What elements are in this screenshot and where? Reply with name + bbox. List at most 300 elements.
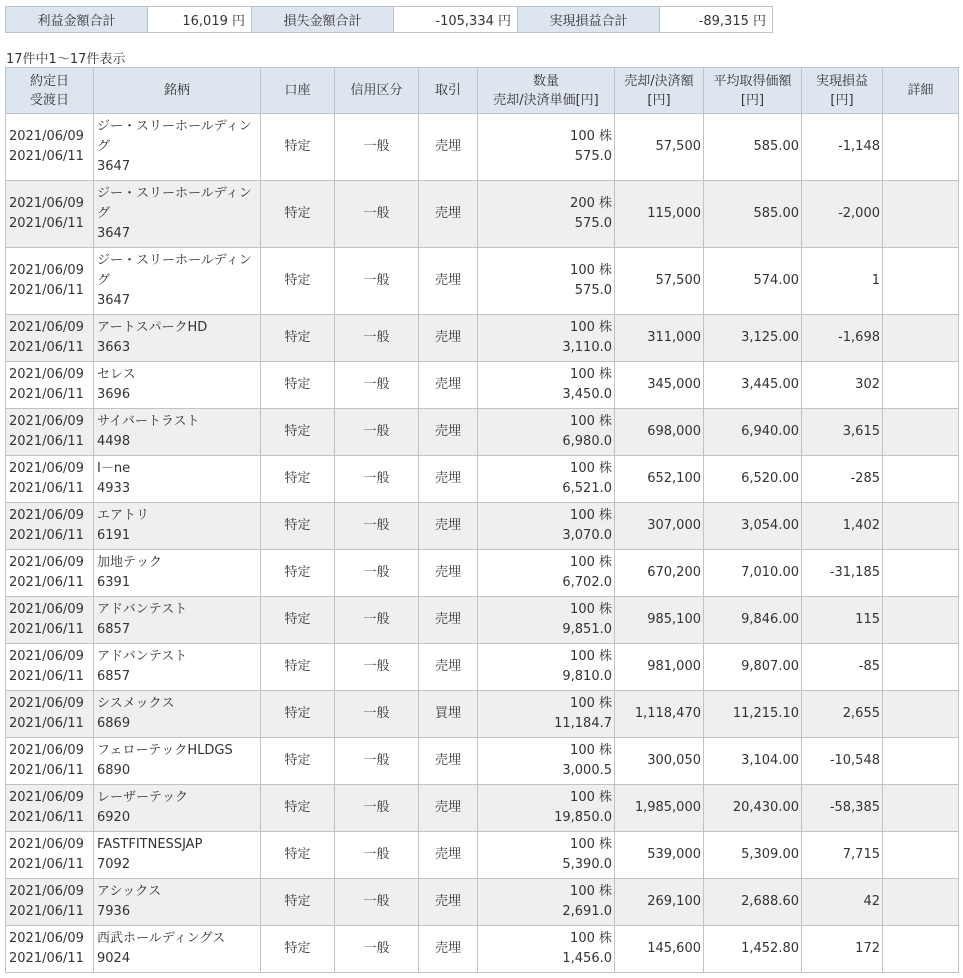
realized-total-label: 実現損益合計 [518,7,660,33]
trade-date: 2021/06/09 [9,743,84,758]
table-row [6,181,959,248]
account-cell: 特定 [261,691,335,738]
settle-date: 2021/06/11 [9,622,84,637]
table-row [6,362,959,409]
stock-name: セレス [97,367,136,382]
account-cell: 特定 [261,362,335,409]
quantity: 100 株 [570,263,612,278]
quantity: 100 株 [570,461,612,476]
trade-type-cell: 売埋 [419,785,478,832]
table-row [6,785,959,832]
trade-type-cell: 売埋 [419,248,478,315]
quantity-cell [478,362,615,409]
stock-code: 7092 [97,857,131,872]
table-row [6,691,959,738]
detail-cell [883,691,959,738]
quantity-cell [478,181,615,248]
unit-price: 11,184.7 [554,716,612,731]
stock-cell [94,181,261,248]
realized-pnl-cell: 7,715 [802,832,883,879]
credit-type-cell: 一般 [335,926,419,973]
trade-date: 2021/06/09 [9,790,84,805]
header-amount [615,68,704,114]
amount-cell: 1,118,470 [615,691,704,738]
trade-type-cell: 売埋 [419,315,478,362]
account-cell: 特定 [261,114,335,181]
profit-total-value: 16,019 円 [148,7,252,33]
detail-cell [883,832,959,879]
detail-cell [883,597,959,644]
credit-type-cell: 一般 [335,114,419,181]
loss-total-label: 損失金額合計 [252,7,394,33]
detail-cell [883,315,959,362]
date-cell [6,832,94,879]
stock-name: I－ne [97,461,131,476]
settle-date: 2021/06/11 [9,716,84,731]
credit-type-cell: 一般 [335,550,419,597]
stock-cell [94,315,261,362]
trade-date: 2021/06/09 [9,602,84,617]
stock-code: 4933 [97,481,131,496]
date-cell [6,597,94,644]
credit-type-cell: 一般 [335,785,419,832]
realized-pnl-cell: 115 [802,597,883,644]
amount-cell: 57,500 [615,248,704,315]
settle-date: 2021/06/11 [9,216,84,231]
settle-date: 2021/06/11 [9,283,84,298]
amount-cell: 1,985,000 [615,785,704,832]
trade-type-cell: 売埋 [419,503,478,550]
date-cell [6,248,94,315]
stock-cell [94,114,261,181]
settle-date: 2021/06/11 [9,340,84,355]
header-average-cost-unit: [円] [740,92,765,108]
header-trade-date-label: 約定日 [29,73,69,89]
quantity-cell [478,114,615,181]
detail-cell [883,409,959,456]
stock-code: 3647 [97,159,131,174]
unit-price: 6,521.0 [562,481,612,496]
trade-history-table [5,67,959,973]
detail-cell [883,738,959,785]
stock-cell [94,362,261,409]
credit-type-cell: 一般 [335,691,419,738]
header-detail: 詳細 [883,68,959,114]
quantity: 100 株 [570,320,612,335]
amount-cell: 652,100 [615,456,704,503]
stock-cell [94,879,261,926]
account-cell: 特定 [261,409,335,456]
table-header-row [6,68,959,114]
stock-name: レーザーテック [97,790,189,805]
trade-type-cell: 買埋 [419,691,478,738]
credit-type-cell: 一般 [335,409,419,456]
date-cell [6,879,94,926]
credit-type-cell: 一般 [335,738,419,785]
header-stock: 銘柄 [94,68,261,114]
header-credit-type: 信用区分 [335,68,419,114]
realized-pnl-cell: -31,185 [802,550,883,597]
average-cost-cell: 574.00 [704,248,802,315]
average-cost-cell: 7,010.00 [704,550,802,597]
header-amount-unit: [円] [647,92,671,108]
trade-type-cell: 売埋 [419,362,478,409]
table-row [6,926,959,973]
unit-price: 2,691.0 [562,904,612,919]
average-cost-cell: 9,807.00 [704,644,802,691]
detail-cell [883,114,959,181]
table-row [6,879,959,926]
trade-type-cell: 売埋 [419,456,478,503]
quantity-cell [478,785,615,832]
trade-type-cell: 売埋 [419,181,478,248]
quantity: 100 株 [570,129,612,144]
date-cell [6,785,94,832]
settle-date: 2021/06/11 [9,904,84,919]
account-cell: 特定 [261,785,335,832]
credit-type-cell: 一般 [335,644,419,691]
trade-date: 2021/06/09 [9,696,84,711]
credit-type-cell: 一般 [335,456,419,503]
stock-cell [94,409,261,456]
credit-type-cell: 一般 [335,315,419,362]
detail-cell [883,926,959,973]
quantity-cell [478,691,615,738]
date-cell [6,181,94,248]
table-row [6,315,959,362]
table-row [6,550,959,597]
realized-pnl-cell: -2,000 [802,181,883,248]
unit-price: 1,456.0 [562,951,612,966]
amount-cell: 269,100 [615,879,704,926]
credit-type-cell: 一般 [335,832,419,879]
header-account: 口座 [261,68,335,114]
stock-cell [94,785,261,832]
date-cell [6,409,94,456]
stock-name: 西武ホールディングス [97,931,226,946]
profit-total-label: 利益金額合計 [6,7,148,33]
trade-date: 2021/06/09 [9,555,84,570]
stock-code: 6920 [97,810,131,825]
detail-cell [883,644,959,691]
quantity: 100 株 [570,508,612,523]
date-cell [6,644,94,691]
quantity-cell [478,248,615,315]
realized-pnl-cell: 42 [802,879,883,926]
trade-date: 2021/06/09 [9,196,84,211]
stock-cell [94,926,261,973]
unit-price: 575.0 [574,149,612,164]
settle-date: 2021/06/11 [9,857,84,872]
stock-cell [94,597,261,644]
detail-cell [883,879,959,926]
trade-type-cell: 売埋 [419,879,478,926]
amount-cell: 539,000 [615,832,704,879]
account-cell: 特定 [261,644,335,691]
quantity-cell [478,456,615,503]
trade-date: 2021/06/09 [9,649,84,664]
header-amount-label: 売却/決済額 [624,73,694,89]
stock-code: 6869 [97,716,131,731]
detail-cell [883,362,959,409]
realized-pnl-cell: 2,655 [802,691,883,738]
detail-cell [883,248,959,315]
table-row [6,738,959,785]
stock-cell [94,832,261,879]
amount-cell: 311,000 [615,315,704,362]
unit-price: 5,390.0 [562,857,612,872]
trade-type-cell: 売埋 [419,114,478,181]
credit-type-cell: 一般 [335,362,419,409]
credit-type-cell: 一般 [335,597,419,644]
amount-cell: 115,000 [615,181,704,248]
table-row [6,832,959,879]
realized-total-value: -89,315 円 [660,7,773,33]
settle-date: 2021/06/11 [9,810,84,825]
average-cost-cell: 11,215.10 [704,691,802,738]
header-quantity [478,68,615,114]
trade-date: 2021/06/09 [9,263,84,278]
settle-date: 2021/06/11 [9,575,84,590]
account-cell: 特定 [261,248,335,315]
stock-name: アドバンテスト [97,602,188,617]
credit-type-cell: 一般 [335,181,419,248]
stock-cell [94,550,261,597]
header-unit-price-label: 売却/決済単価[円] [493,92,599,108]
quantity-cell [478,550,615,597]
stock-code: 3696 [97,387,131,402]
stock-name: アシックス [97,884,162,899]
unit-price: 19,850.0 [554,810,612,825]
unit-price: 3,450.0 [562,387,612,402]
trade-date: 2021/06/09 [9,508,84,523]
stock-code: 9024 [97,951,131,966]
quantity: 100 株 [570,602,612,617]
table-row [6,503,959,550]
stock-code: 3663 [97,340,131,355]
date-cell [6,738,94,785]
quantity-cell [478,503,615,550]
header-average-cost-label: 平均取得価額 [713,73,792,89]
date-cell [6,550,94,597]
unit-price: 6,702.0 [562,575,612,590]
table-row [6,114,959,181]
date-cell [6,362,94,409]
trade-date: 2021/06/09 [9,837,84,852]
stock-cell [94,456,261,503]
detail-cell [883,785,959,832]
stock-code: 6391 [97,575,131,590]
quantity-cell [478,597,615,644]
quantity: 100 株 [570,649,612,664]
unit-price: 6,980.0 [562,434,612,449]
quantity: 100 株 [570,884,612,899]
quantity: 100 株 [570,743,612,758]
stock-code: 6191 [97,528,131,543]
average-cost-cell: 585.00 [704,181,802,248]
account-cell: 特定 [261,879,335,926]
amount-cell: 345,000 [615,362,704,409]
unit-price: 3,000.5 [562,763,612,778]
quantity-cell [478,409,615,456]
quantity: 100 株 [570,931,612,946]
settle-date: 2021/06/11 [9,951,84,966]
quantity: 100 株 [570,555,612,570]
trade-date: 2021/06/09 [9,320,84,335]
average-cost-cell: 3,054.00 [704,503,802,550]
summary-table [5,6,773,33]
quantity: 100 株 [570,696,612,711]
result-count: 17件中1～17件表示 [6,52,126,67]
quantity: 100 株 [570,367,612,382]
quantity-cell [478,738,615,785]
credit-type-cell: 一般 [335,248,419,315]
average-cost-cell: 3,104.00 [704,738,802,785]
unit-price: 575.0 [574,283,612,298]
detail-cell [883,503,959,550]
average-cost-cell: 9,846.00 [704,597,802,644]
realized-pnl-cell: 172 [802,926,883,973]
stock-cell [94,503,261,550]
trade-date: 2021/06/09 [9,884,84,899]
date-cell [6,114,94,181]
stock-code: 3647 [97,226,131,241]
unit-price: 575.0 [574,216,612,231]
average-cost-cell: 1,452.80 [704,926,802,973]
quantity: 100 株 [570,790,612,805]
stock-code: 6857 [97,622,131,637]
realized-pnl-cell: -285 [802,456,883,503]
average-cost-cell: 5,309.00 [704,832,802,879]
settle-date: 2021/06/11 [9,481,84,496]
realized-pnl-cell: -1,698 [802,315,883,362]
unit-price: 3,110.0 [562,340,612,355]
average-cost-cell: 2,688.60 [704,879,802,926]
stock-cell [94,644,261,691]
stock-code: 6890 [97,763,131,778]
stock-name: フェローテックHLDGS [97,743,233,758]
quantity-cell [478,879,615,926]
trade-type-cell: 売埋 [419,644,478,691]
account-cell: 特定 [261,315,335,362]
settle-date: 2021/06/11 [9,434,84,449]
account-cell: 特定 [261,926,335,973]
average-cost-cell: 3,445.00 [704,362,802,409]
stock-cell [94,248,261,315]
stock-code: 3647 [97,293,131,308]
stock-code: 6857 [97,669,131,684]
table-row [6,644,959,691]
quantity: 200 株 [570,196,612,211]
amount-cell: 145,600 [615,926,704,973]
stock-cell [94,691,261,738]
unit-price: 9,851.0 [562,622,612,637]
stock-name: FASTFITNESSJAP [97,837,203,852]
header-trade-date [6,68,94,114]
stock-name: サイバートラスト [97,414,200,429]
quantity-cell [478,315,615,362]
date-cell [6,456,94,503]
summary-row [6,7,773,33]
header-average-cost [704,68,802,114]
average-cost-cell: 6,940.00 [704,409,802,456]
trade-date: 2021/06/09 [9,931,84,946]
account-cell: 特定 [261,738,335,785]
header-realized-pnl [802,68,883,114]
header-trade-type: 取引 [419,68,478,114]
trade-type-cell: 売埋 [419,409,478,456]
stock-name: アートスパークHD [97,320,208,335]
average-cost-cell: 20,430.00 [704,785,802,832]
table-row [6,597,959,644]
detail-cell [883,181,959,248]
settle-date: 2021/06/11 [9,763,84,778]
table-row [6,248,959,315]
trade-date: 2021/06/09 [9,414,84,429]
realized-pnl-cell: -58,385 [802,785,883,832]
settle-date: 2021/06/11 [9,387,84,402]
stock-name: ジー・スリーホールディング [97,119,252,154]
date-cell [6,503,94,550]
header-realized-pnl-unit: [円] [830,92,854,108]
table-body [6,114,959,973]
stock-cell [94,738,261,785]
table-row [6,456,959,503]
account-cell: 特定 [261,503,335,550]
loss-total-value: -105,334 円 [394,7,518,33]
trade-date: 2021/06/09 [9,129,84,144]
amount-cell: 981,000 [615,644,704,691]
stock-name: ジー・スリーホールディング [97,186,252,221]
stock-name: ジー・スリーホールディング [97,253,252,288]
stock-name: エアトリ [97,508,150,523]
stock-name: アドバンテスト [97,649,188,664]
credit-type-cell: 一般 [335,879,419,926]
realized-pnl-cell: -85 [802,644,883,691]
realized-pnl-cell: -1,148 [802,114,883,181]
stock-name: 加地テック [97,555,163,570]
account-cell: 特定 [261,597,335,644]
date-cell [6,926,94,973]
stock-name: シスメックス [97,696,175,711]
settle-date: 2021/06/11 [9,149,84,164]
amount-cell: 307,000 [615,503,704,550]
detail-cell [883,456,959,503]
settle-date: 2021/06/11 [9,669,84,684]
trade-type-cell: 売埋 [419,597,478,644]
realized-pnl-cell: 1 [802,248,883,315]
average-cost-cell: 6,520.00 [704,456,802,503]
account-cell: 特定 [261,550,335,597]
settle-date: 2021/06/11 [9,528,84,543]
trade-type-cell: 売埋 [419,832,478,879]
amount-cell: 300,050 [615,738,704,785]
table-row [6,409,959,456]
header-realized-pnl-label: 実現損益 [815,73,868,89]
trade-type-cell: 売埋 [419,926,478,973]
realized-pnl-cell: 3,615 [802,409,883,456]
credit-type-cell: 一般 [335,503,419,550]
trade-date: 2021/06/09 [9,367,84,382]
stock-code: 4498 [97,434,131,449]
date-cell [6,691,94,738]
realized-pnl-cell: 302 [802,362,883,409]
amount-cell: 698,000 [615,409,704,456]
amount-cell: 670,200 [615,550,704,597]
quantity: 100 株 [570,414,612,429]
average-cost-cell: 3,125.00 [704,315,802,362]
header-settle-date-label: 受渡日 [29,92,69,108]
